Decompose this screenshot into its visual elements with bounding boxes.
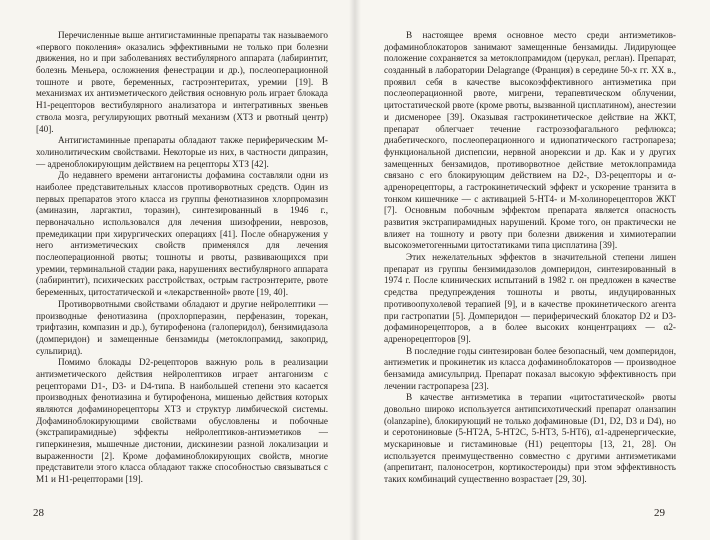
paragraph: В настоящее время основное место среди антиэметиков-дофаминоблокаторов занимают замещенные бензамиды. Лидирующее положение сохраняется за метоклопрамидом (церукал, реглан). Препарат, созданный в лаборатории Delagrange (Франция) в середине 50-х гг. XX в., проявил себя в качестве высокоэффективного антиэметика при послеоперационной рвоте, мигрени, терапевтическом облучении, цитостатической рвоте (кроме рвоты, вызванной цисплатином), анестезии и дисменорее [39]. Оказывая гастрокинетическое действие на ЖКТ, препарат облегчает течение гастроэзофагального рефлюкса; диабетического, послеоперационного и идиопатического гастропареза; функциональной диспепсии, нервной анорексии и др. Как и у других замещенных бензамидов, противорвотное действие метоклопрамида связано с его блокирующим действием на D2-, D3-рецепторы и α-адренорецепторы, а гастрокинетический эффект и ускорение транзита в тонком кишечнике — с активацией 5-HT4- и M-холинорецепторов ЖКТ [7]. Основным побочным эффектом препарата является опасность развития экстрапирамидных нарушений. Кроме того, он практически не влияет на тошноту и рвоту при болезни движения и химиотерапии высокоэметогенными цитостатиками типа цисплатина [39]. [384, 30, 676, 251]
left-page-body [36, 30, 328, 486]
page-number-left: 28 [33, 507, 44, 519]
paragraph: В качестве антиэметика в терапии «цитостатической» рвоты довольно широко используется антипсихотический препарат оланзапин (olanzapine), блокирующий не только дофаминовые (D1, D2, D3 и D4), но и серотониновые (5-HT2A, 5-HT2C, 5-HT3, 5-HT6), α1-адренергические, мускариновые и гистаминовые (H1) рецепторы [13, 21, 28]. Он используется преимущественно совместно с другими антиэметиками (апрепитант, палоносетрон, кортикостероиды) при этом эффективность таких комбинаций существенно возрастает [29, 30]. [384, 392, 676, 485]
paragraph: В последние годы синтезирован более безопасный, чем домперидон, антиэметик и прокинетик из класса дофаминоблокаторов — производное бензамида амисульприд. Препарат показал высокую эффективность при лечении гастропареза [23]. [384, 345, 676, 391]
right-page-body [384, 30, 676, 486]
paragraph: Противорвотными свойствами обладают и другие нейролептики — производные фенотиазина (прохлорперазин, перфеназин, торекан, трифтазин, компазин и др.), бутирофенона (галоперидол), бензимидазола (домперидон) и замещенные бензамиды (метоклопрамид, закоприд, сульпирид). [36, 298, 328, 356]
paragraph: Этих нежелательных эффектов в значительной степени лишен препарат из группы бензимидазолов домперидон, синтезированный в 1974 г. После клинических испытаний в 1982 г. он предложен в качестве средства предупреждения тошноты и рвоты, индуцированных противоопухолевой терапией [9], и в качестве прокинетического агента при гастропатии [5]. Домперидон — периферический блокатор D2 и D3-дофаминорецепторов, а в более высоких концентрациях — α2-адренорецепторов [9]. [384, 252, 676, 344]
paragraph: Антигистаминные препараты обладают также периферическим М-холинолитическим свойствами. Некоторые из них, в частности дипразин, — адреноблокирующим действием на рецепторы ХТЗ [42]. [36, 135, 328, 169]
paragraph: Помимо блокады D2-рецепторов важную роль в реализации антиэметического действия нейролептиков играет антагонизм с рецепторами D1-, D3- и D4-типа. В наибольшей степени это касается производных фенотиазина и бутирофенона, мишенью действия которых являются дофаминорецепторы ХТЗ и структур лимбической системы. Дофаминоблокирующими свойствами обусловлены и побочные (экстрапирамидные) эффекты нейролептиков-антиэметиков — гиперкинезия, мышечные дистонии, дискинезии разной локализации и выраженности [2]. Кроме дофаминоблокирующих свойств, многие представители этого класса обладают также способностью связываться с M1 и H1-рецепторами [19]. [36, 357, 328, 485]
paragraph: До недавнего времени антагонисты дофамина составляли одни из наиболее представительных классов противорвотных средств. Один из первых препаратов этого класса из группы фенотиазинов хлорпромазин (аминазин, ларгактил, торазин), синтезированный в 1946 г., первоначально использовался для лечения шизофрении, неврозов, премедикации при хирургических операциях [41]. После обнаружения у него антиэметических свойств применялся для лечения послеоперационной рвоты; тошноты и рвоты, развивающихся при уремии, терминальной стадии рака, нарушениях вестибулярного аппарата (лабиринтит), психических расстройствах, острым гастроэнтерите, рвоте беременных, цитостатической и «лекарственной» рвоте [19, 40]. [36, 170, 328, 298]
page-number-right: 29 [654, 507, 665, 519]
paragraph: Перечисленные выше антигистаминные препараты так называемого «первого поколения» оказались эффективными не только при болезни движения, но и при заболеваниях вестибулярного аппарата (лабиринтит, болезнь Меньера, осложнения фенестрации и др.), послеоперационной тошноте и рвоте, беременных, гастроэнтеритах, уремии [19]. В механизмах их антиэметического действия основную роль играет блокада H1-рецепторов вестибулярного анализатора и интегративных звеньев ствола мозга, регулирующих рвотный механизм (ХТЗ и рвотный центр) [40]. [36, 30, 328, 134]
book-gutter [349, 0, 361, 540]
